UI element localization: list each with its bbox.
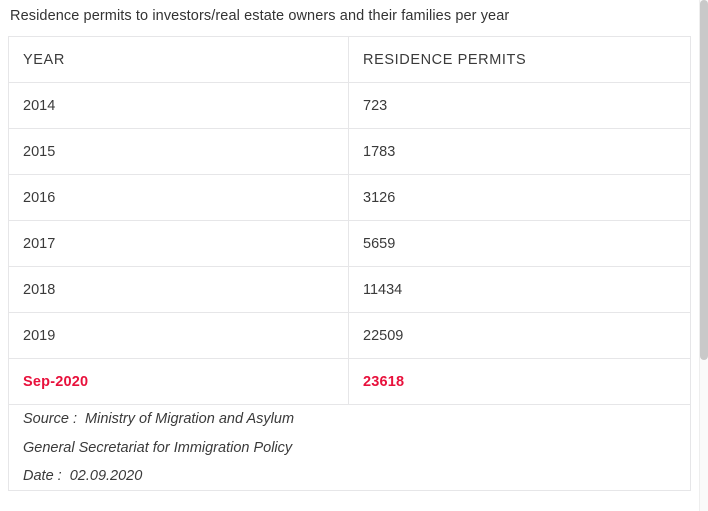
cell-year: Sep-2020 <box>9 359 349 405</box>
page-title: Residence permits to investors/real estate owners and their families per year <box>10 8 510 24</box>
cell-year: 2016 <box>9 175 349 221</box>
residence-permits-table <box>8 36 691 491</box>
column-header-residence-permits: RESIDENCE PERMITS <box>349 37 691 83</box>
cell-year: 2019 <box>9 313 349 359</box>
source-line-date: Date : 02.09.2020 <box>23 467 143 484</box>
cell-permits: 3126 <box>349 175 691 221</box>
table-body <box>9 83 691 491</box>
source-line-ministry: Source : Ministry of Migration and Asylum <box>23 411 295 428</box>
table-row-highlighted <box>9 359 691 405</box>
table-row <box>9 267 691 313</box>
table-row <box>9 83 691 129</box>
scrollbar-track[interactable] <box>699 0 708 511</box>
cell-permits: 11434 <box>349 267 691 313</box>
cell-year: 2015 <box>9 129 349 175</box>
source-note <box>9 405 691 491</box>
cell-permits: 5659 <box>349 221 691 267</box>
table-row <box>9 175 691 221</box>
table-header <box>9 37 691 83</box>
column-header-year: YEAR <box>9 37 349 83</box>
cell-year: 2017 <box>9 221 349 267</box>
table-row <box>9 129 691 175</box>
scrollbar-thumb[interactable] <box>700 0 708 360</box>
source-line-secretariat: General Secretariat for Immigration Policy <box>23 439 293 456</box>
cell-permits: 22509 <box>349 313 691 359</box>
cell-permits: 723 <box>349 83 691 129</box>
table-row <box>9 221 691 267</box>
cell-permits: 1783 <box>349 129 691 175</box>
table-footer-row <box>9 405 691 491</box>
cell-year: 2018 <box>9 267 349 313</box>
table-row <box>9 313 691 359</box>
cell-year: 2014 <box>9 83 349 129</box>
cell-permits: 23618 <box>349 359 691 405</box>
table-header-row <box>9 37 691 83</box>
